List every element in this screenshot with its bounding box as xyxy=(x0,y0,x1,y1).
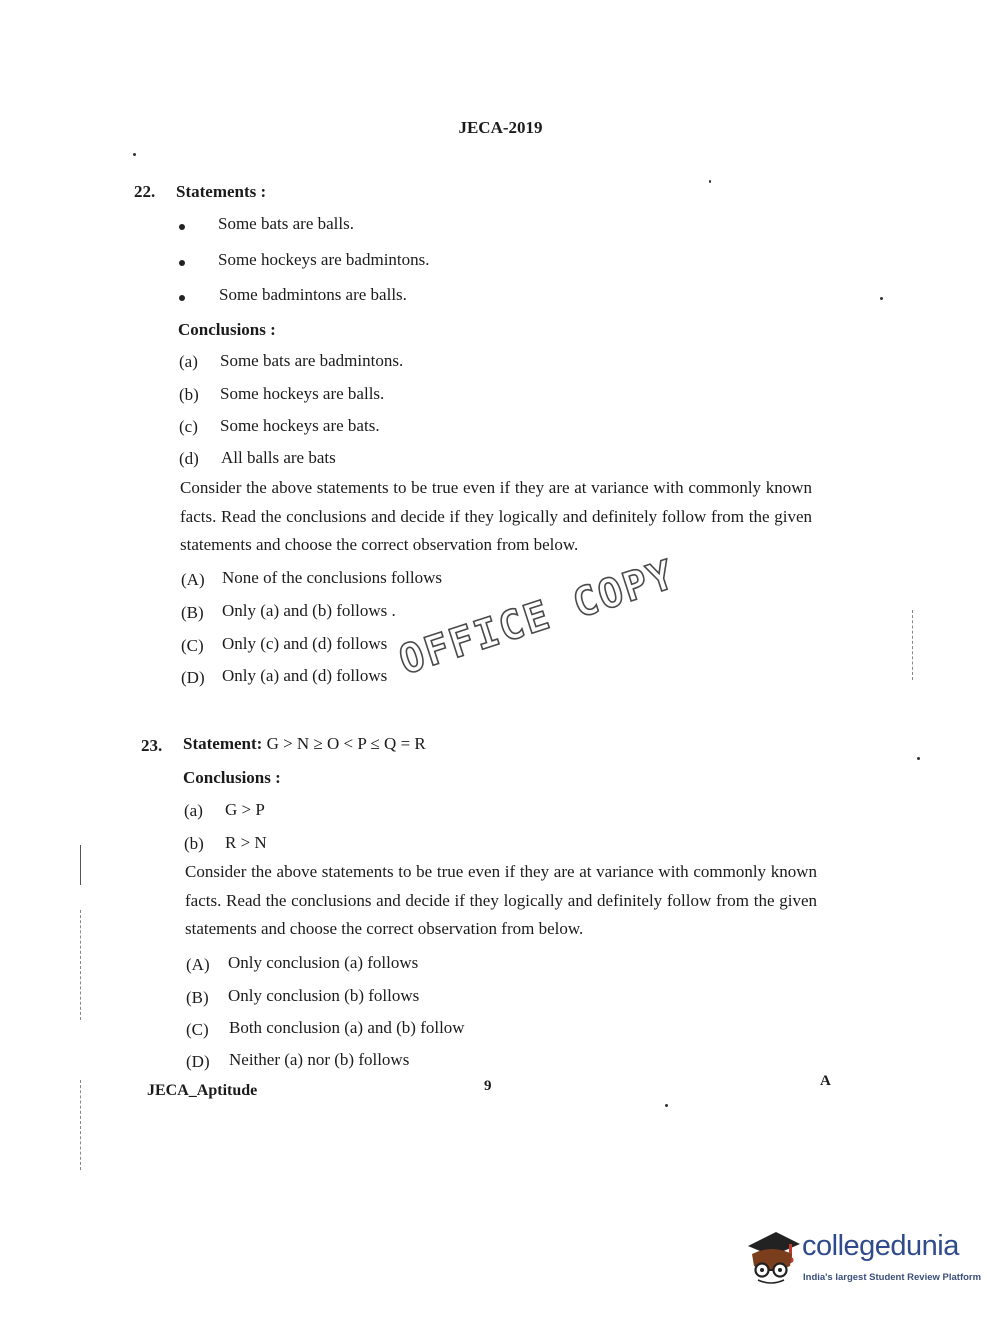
scan-speck xyxy=(133,153,136,156)
q22-conclusion-label: (b) xyxy=(179,385,199,404)
q22-instruction-paragraph: Consider the above statements to be true even if they are at variance with commonly known facts. Read the conclusions and decide if they logically and definitely follow from the given statements and choose the correct observation from below. xyxy=(180,478,812,554)
scan-speck xyxy=(709,180,711,183)
page-header-title: JECA-2019 xyxy=(458,118,543,137)
scan-artifact-line xyxy=(80,910,81,1020)
q23-conclusion-text: G > P xyxy=(225,800,265,819)
q22-option-label: (D) xyxy=(181,668,205,687)
q23-option-label: (C) xyxy=(186,1020,209,1039)
q22-conclusion-label: (a) xyxy=(179,352,198,371)
bullet-icon xyxy=(179,224,185,230)
scan-speck xyxy=(917,757,920,760)
q22-option-text: Only (c) and (d) follows xyxy=(222,634,388,653)
q22-conclusions-label: Conclusions : xyxy=(178,320,276,339)
scan-speck xyxy=(665,1104,668,1107)
footer-subject: JECA_Aptitude xyxy=(147,1082,258,1099)
collegedunia-logo xyxy=(742,1226,982,1296)
question-22-number: 22. xyxy=(134,182,156,201)
q23-conclusion-text: R > N xyxy=(225,833,267,852)
q23-option-label: (B) xyxy=(186,988,209,1007)
q22-option-label: (B) xyxy=(181,603,204,622)
q22-option-label: (C) xyxy=(181,636,204,655)
q23-option-label: (A) xyxy=(186,955,210,974)
q23-option-text: Both conclusion (a) and (b) follow xyxy=(229,1018,465,1037)
q23-statement-line xyxy=(183,734,426,754)
q22-conclusion-label: (d) xyxy=(179,449,199,468)
q22-statements-label: Statements : xyxy=(176,182,267,201)
footer-set-code: A xyxy=(820,1073,831,1089)
q23-conclusions-label: Conclusions : xyxy=(183,768,281,787)
q23-option-text: Neither (a) nor (b) follows xyxy=(229,1050,410,1069)
question-23-number: 23. xyxy=(141,736,163,755)
q22-option-text: None of the conclusions follows xyxy=(222,568,443,587)
q22-statement-item: Some hockeys are badmintons. xyxy=(218,250,430,269)
q22-conclusion-label: (c) xyxy=(179,417,198,436)
q23-option-text: Only conclusion (b) follows xyxy=(228,986,420,1005)
q23-option-label: (D) xyxy=(186,1052,210,1071)
q22-statement-item: Some badmintons are balls. xyxy=(219,285,407,304)
scan-artifact-line xyxy=(912,610,913,680)
bullet-icon xyxy=(179,260,185,266)
scan-speck xyxy=(880,297,883,300)
q23-option-text: Only conclusion (a) follows xyxy=(228,953,419,972)
q22-option-text: Only (a) and (d) follows xyxy=(222,666,388,685)
logo-tagline: India's largest Student Review Platform xyxy=(803,1272,982,1283)
q22-conclusion-text: All balls are bats xyxy=(221,448,336,467)
bullet-icon xyxy=(179,295,185,301)
q23-instruction-paragraph: Consider the above statements to be true even if they are at variance with commonly known facts. Read the conclusions and decide if they logically and definitely follow from the given statements and choose the correct observation from below. xyxy=(185,862,817,938)
q22-option-label: (A) xyxy=(181,570,205,589)
q22-conclusion-text: Some hockeys are balls. xyxy=(220,384,385,403)
q22-option-text: Only (a) and (b) follows . xyxy=(222,601,396,620)
q23-statement-label: Statement: xyxy=(183,734,263,753)
scan-artifact-line xyxy=(80,1080,81,1170)
q22-conclusion-text: Some hockeys are bats. xyxy=(220,416,380,435)
footer-page-number: 9 xyxy=(484,1078,492,1094)
q23-conclusion-label: (b) xyxy=(184,834,204,853)
mascot-logo-icon xyxy=(742,1226,802,1288)
q22-statement-item: Some bats are balls. xyxy=(218,214,354,233)
q23-conclusion-label: (a) xyxy=(184,801,203,820)
office-copy-stamp: OFFICE COPY xyxy=(393,551,681,684)
logo-wordmark: collegedunia xyxy=(802,1230,959,1262)
scan-artifact-line xyxy=(80,845,81,885)
q22-conclusion-text: Some bats are badmintons. xyxy=(220,351,404,370)
q23-statement-expression: G > N ≥ O < P ≤ Q = R xyxy=(266,734,426,753)
